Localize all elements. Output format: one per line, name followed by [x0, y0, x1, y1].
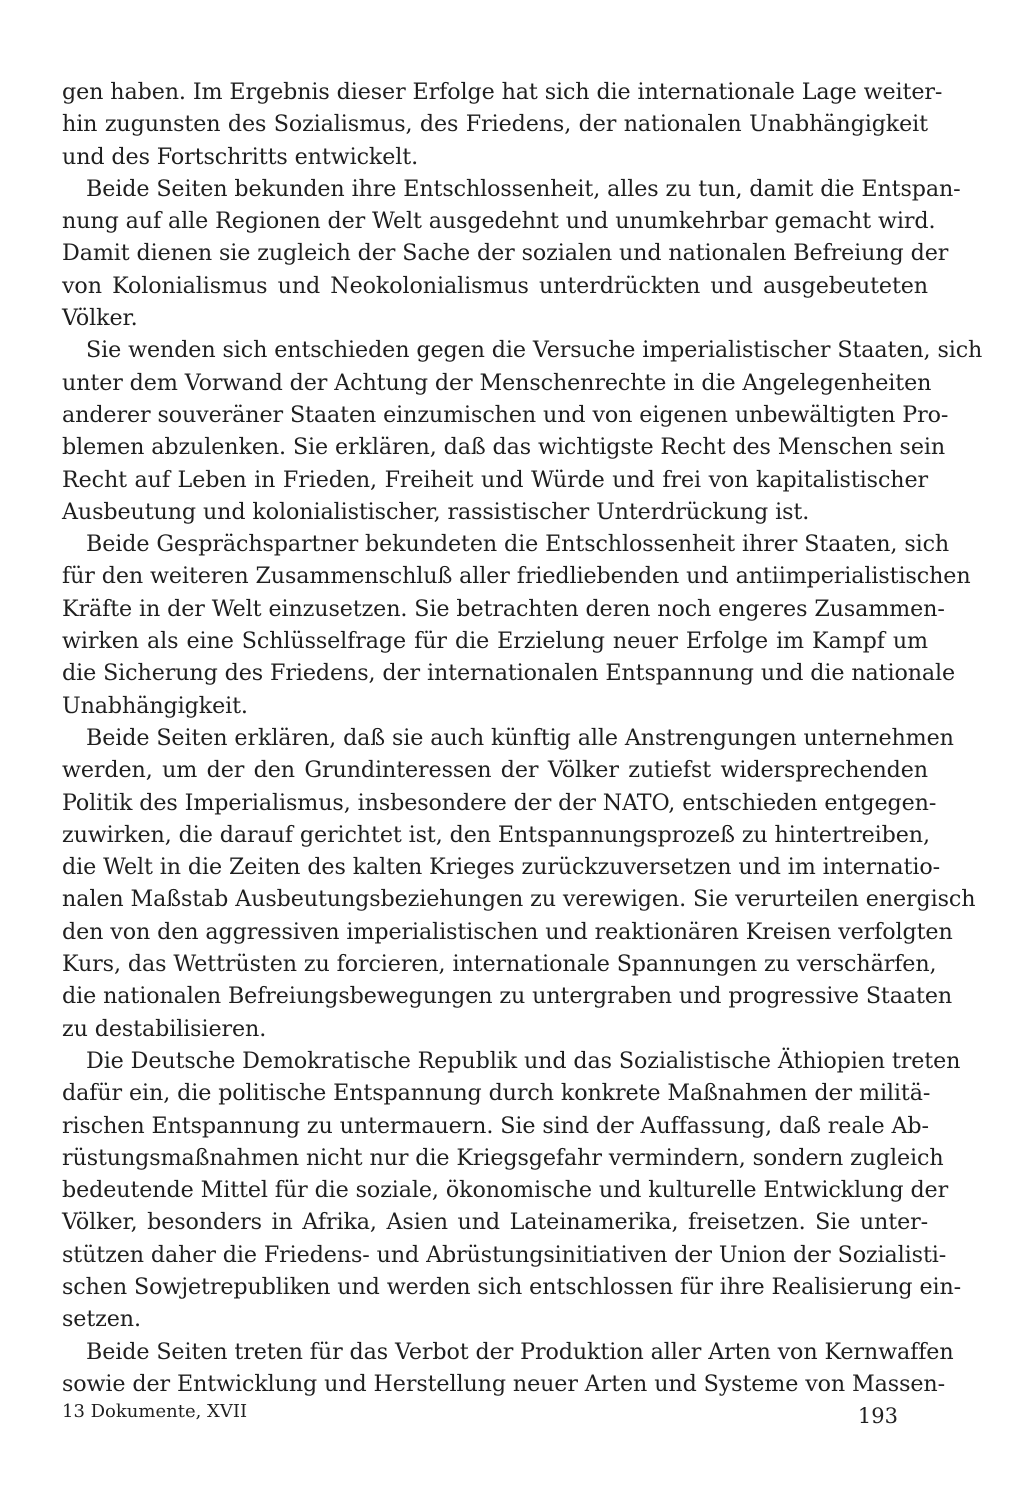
text-line: Ausbeutung und kolonialistischer, rassistischer Unterdrückung ist.	[62, 498, 810, 525]
text-line: nalen Maßstab Ausbeutungsbeziehungen zu verewigen. Sie verurteilen energisch	[62, 886, 976, 913]
paragraph-3	[62, 334, 983, 528]
text-line: werden, um der den Grundinteressen der Völker zutiefst widersprechenden	[62, 757, 928, 784]
page-number: 193	[857, 1404, 898, 1428]
body-text	[62, 76, 983, 1400]
text-line: schen Sowjetrepubliken und werden sich entschlossen für ihre Realisierung ein-	[62, 1273, 962, 1300]
paragraph-4	[62, 528, 971, 722]
text-line: stützen daher die Friedens- und Abrüstungsinitiativen der Union der Sozialisti-	[62, 1241, 947, 1268]
text-line: Völker.	[62, 305, 138, 332]
text-line: bedeutende Mittel für die soziale, ökonomische und kulturelle Entwicklung der	[62, 1177, 949, 1204]
text-line: Beide Gesprächspartner bekundeten die Entschlossenheit ihrer Staaten, sich	[86, 531, 950, 558]
text-line: Beide Seiten erklären, daß sie auch künftig alle Anstrengungen unternehmen	[86, 724, 954, 751]
signature-mark: 13 Dokumente, XVII	[62, 1401, 248, 1422]
text-line: sowie der Entwicklung und Herstellung neuer Arten und Systeme von Massen-	[62, 1370, 945, 1397]
text-line: die nationalen Befreiungsbewegungen zu untergraben und progressive Staaten	[62, 983, 953, 1010]
text-line: Recht auf Leben in Frieden, Freiheit und Würde und frei von kapitalistischer	[62, 466, 928, 493]
paragraph-7	[62, 1336, 954, 1401]
text-line: gen haben. Im Ergebnis dieser Erfolge hat sich die internationale Lage weiter-	[62, 79, 943, 105]
text-line: wirken als eine Schlüsselfrage für die Erzielung neuer Erfolge im Kampf um	[62, 628, 928, 655]
text-line: Völker, besonders in Afrika, Asien und Lateinamerika, freisetzen. Sie unter-	[62, 1209, 928, 1236]
text-line: Kurs, das Wettrüsten zu forcieren, internationale Spannungen zu verschärfen,	[62, 951, 937, 978]
text-line: Politik des Imperialismus, insbesondere der der NATO, entschieden entgegen-	[62, 789, 937, 816]
text-line: unter dem Vorwand der Achtung der Menschenrechte in die Angelegenheiten	[62, 369, 932, 396]
text-line: anderer souveräner Staaten einzumischen und von eigenen unbewältigten Pro-	[62, 401, 949, 428]
text-line: den von den aggressiven imperialistischen und reaktionären Kreisen verfolgten	[62, 918, 953, 945]
page-footer	[62, 1398, 928, 1428]
paragraph-6	[62, 1045, 962, 1336]
paragraph-5	[62, 722, 976, 1045]
text-line: zuwirken, die darauf gerichtet ist, den Entspannungsprozeß zu hintertreiben,	[62, 821, 930, 848]
paragraph-2	[62, 173, 961, 334]
text-line: und des Fortschritts entwickelt.	[62, 143, 419, 170]
text-line: Die Deutsche Demokratische Republik und das Sozialistische Äthiopien treten	[86, 1047, 961, 1074]
text-line: Unabhängigkeit.	[62, 692, 248, 719]
text-line: Beide Seiten bekunden ihre Entschlossenheit, alles zu tun, damit die Entspan-	[86, 175, 961, 202]
text-line: rüstungsmaßnahmen nicht nur die Kriegsgefahr vermindern, sondern zugleich	[62, 1144, 944, 1171]
text-line: dafür ein, die politische Entspannung durch konkrete Maßnahmen der militä-	[62, 1080, 931, 1107]
text-line: setzen.	[62, 1306, 141, 1333]
text-line: zu destabilisieren.	[62, 1015, 267, 1042]
text-line: nung auf alle Regionen der Welt ausgedehnt und unumkehrbar gemacht wird.	[62, 208, 936, 235]
text-line: blemen abzulenken. Sie erklären, daß das wichtigste Recht des Menschen sein	[62, 434, 946, 461]
text-line: die Sicherung des Friedens, der internationalen Entspannung und die nationale	[62, 660, 956, 687]
text-line: hin zugunsten des Sozialismus, des Friedens, der nationalen Unabhängigkeit	[62, 111, 928, 138]
text-line: die Welt in die Zeiten des kalten Krieges zurückzuversetzen und im internatio-	[62, 854, 940, 881]
text-line: Sie wenden sich entschieden gegen die Versuche imperialistischer Staaten, sich	[86, 337, 983, 364]
text-line: Beide Seiten treten für das Verbot der Produktion aller Arten von Kernwaffen	[86, 1338, 954, 1365]
text-line: für den weiteren Zusammenschluß aller friedliebenden und antiimperialistischen	[62, 563, 971, 590]
paragraph-1	[62, 76, 943, 173]
text-line: rischen Entspannung zu untermauern. Sie sind der Auffassung, daß reale Ab-	[62, 1112, 929, 1139]
text-line: Kräfte in der Welt einzusetzen. Sie betrachten deren noch engeres Zusammen-	[62, 595, 945, 622]
text-line: von Kolonialismus und Neokolonialismus unterdrückten und ausgebeuteten	[62, 272, 928, 299]
text-line: Damit dienen sie zugleich der Sache der sozialen und nationalen Befreiung der	[62, 240, 949, 267]
